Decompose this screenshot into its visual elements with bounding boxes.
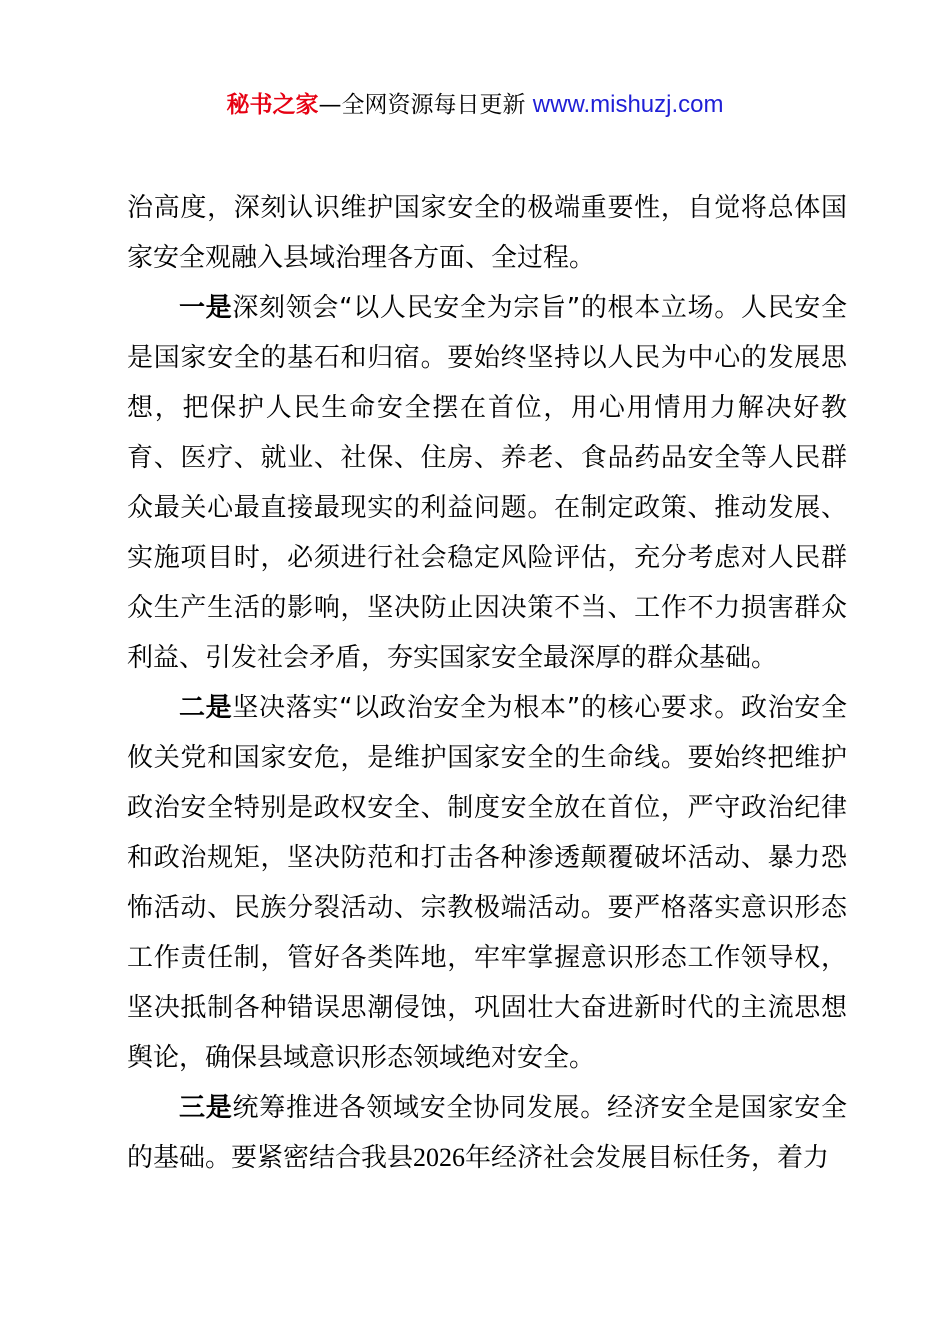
paragraph-text: 统筹推进各领域安全协同发展。经济安全是国家安全的基础。要紧密结合我县 — [127, 1093, 847, 1173]
brand-name: 秘书之家 — [226, 92, 319, 118]
paragraph-point-one — [127, 283, 847, 683]
paragraph-text: 治高度，深刻认识维护国家安全的极端重要性，自觉将总体国家安全观融入县域治理各方面、全过程。 — [127, 193, 847, 273]
paragraph-lead: 一是 — [179, 293, 233, 323]
site-url-link[interactable]: www.mishuzj.com — [532, 91, 724, 118]
paragraph-text: 坚决落实“以政治安全为根本”的核心要求。政治安全攸关党和国家安危，是维护国家安全的生命线。要始终把维护政治安全特别是政权安全、制度安全放在首位，严守政治纪律和政治规矩，坚决防范和打击各种渗透颠覆破坏活动、暴力恐怖活动、民族分裂活动、宗教极端活动。要严格落实意识形态工作责任制，管好各类阵地，牢牢掌握意识形态工作领导权，坚决抵制各种错误思潮侵蚀，巩固壮大奋进新时代的主流思想舆论，确保县域意识形态领域绝对安全。 — [127, 693, 847, 1073]
paragraph-lead: 三是 — [179, 1093, 233, 1123]
paragraph-continuation — [127, 183, 847, 283]
year-number: 2026 — [413, 1143, 466, 1172]
site-header — [0, 88, 950, 122]
paragraph-lead: 二是 — [179, 693, 233, 723]
paragraph-text: 年经济社会发展目标任务，着力 — [465, 1143, 830, 1173]
paragraph-point-two — [127, 683, 847, 1083]
paragraph-point-three — [127, 1083, 847, 1183]
paragraph-text: 深刻领会“以人民安全为宗旨”的根本立场。人民安全是国家安全的基石和归宿。要始终坚持以人民为中心的发展思想，把保护人民生命安全摆在首位，用心用情用力解决好教育、医疗、就业、社保、住房、养老、食品药品安全等人民群众最关心最直接最现实的利益问题。在制定政策、推动发展、实施项目时，必须进行社会稳定风险评估，充分考虑对人民群众生产生活的影响，坚决防止因决策不当、工作不力损害群众利益、引发社会矛盾，夯实国家安全最深厚的群众基础。 — [127, 293, 847, 673]
document-body — [127, 183, 847, 1183]
site-tagline: —全网资源每日更新 — [318, 92, 526, 118]
